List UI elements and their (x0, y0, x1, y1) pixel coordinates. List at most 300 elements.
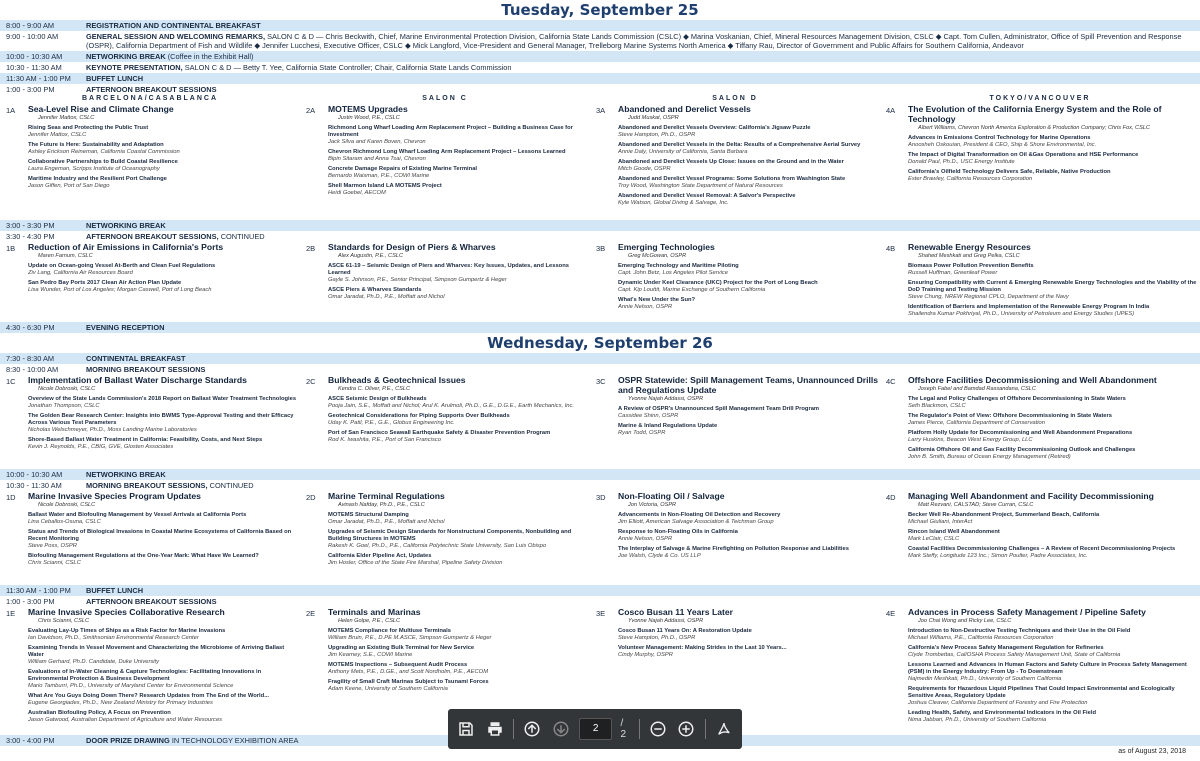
session-body (618, 375, 880, 437)
time-slot: 10:00 - 10:30 AM (6, 470, 63, 479)
presenter: Cindy Murphy, OSPR (618, 652, 673, 658)
presenter: Kevin J. Reynolds, P.E., CBIG, GVE, Glosten Associates (28, 444, 174, 450)
presentation-title: Examining Trends in Vessel Movement and Characterizing the Microbiome of Arriving Ballast Water (28, 645, 285, 658)
presentation (908, 447, 1200, 461)
session-column (590, 491, 880, 585)
next-page-icon[interactable] (550, 718, 570, 740)
time-slot: 10:30 - 11:30 AM (6, 481, 62, 490)
day-heading: Wednesday, September 26 (487, 334, 713, 352)
session-grid (0, 242, 1200, 322)
presenter: Mitch Goode, OSPR (618, 166, 671, 172)
moderator: Albert Williams, Chevron North America Exploration & Production Company; Chris Fox, CSLC (918, 125, 1150, 131)
presentation (908, 413, 1200, 427)
session-code: 3D (596, 493, 606, 502)
presentation (618, 297, 880, 311)
time-slot: 3:00 - 3:30 PM (6, 221, 55, 230)
session-column (300, 242, 590, 322)
session-column (590, 375, 880, 469)
moderator: Judd Muskat, OSPR (628, 115, 679, 121)
time-slot: 1:00 - 3:00 PM (6, 85, 55, 94)
moderator: Joseph Fabel and Bamdad Rassandana, CSLC (918, 386, 1036, 392)
presentation-title: MOTEMS Compliance for Multiuse Terminals (328, 628, 451, 634)
presenter: Omar Jaradat, Ph.D., P.E., Moffatt and Nichol (328, 519, 445, 525)
presenter: Donald Paul, Ph.D., USC Energy Institute (908, 159, 1015, 165)
presenter: Steve Hampton, Ph.D., OSPR (618, 132, 696, 138)
presenter: Eugene Georgiades, Ph.D., New Zealand Ministry for Primary Industries (28, 700, 213, 706)
presentation (328, 529, 590, 550)
schedule-row (0, 220, 1200, 231)
presenter: Jonathan Thompson, CSLC (28, 403, 100, 409)
schedule-description (86, 481, 1200, 490)
presenter: Capt. Kip Louttit, Marine Exchange of Southern California (618, 287, 766, 293)
session-title: Offshore Facilities Decommissioning and Well Abandonment (908, 375, 1157, 385)
presentation (28, 693, 300, 707)
presentation-title: Abandoned and Derelict Vessels in the Delta: Results of a Comprehensive Aerial Survey (618, 142, 861, 148)
schedule-description (86, 365, 1200, 374)
schedule-title: REGISTRATION AND CONTINENTAL BREAKFAST (86, 21, 261, 30)
presentation-title: The Legal and Policy Challenges of Offshore Decommissioning in State Waters (908, 396, 1126, 402)
zoom-in-icon[interactable] (676, 718, 696, 740)
presentation (328, 413, 590, 427)
schedule-description (86, 586, 1200, 595)
presentation-title: Volunteer Management: Making Strides in the Last 10 Years... (618, 645, 787, 651)
presenter: Kyle Watson, Global Diving & Salvage, Inc. (618, 200, 729, 206)
presenter: Najmedin Meshkati, Ph.D., University of Southern California (908, 676, 1062, 682)
schedule-row (0, 322, 1200, 333)
moderator: Helen Golpe, P.E., CSLC (338, 618, 401, 624)
session (596, 607, 880, 659)
session-code: 3A (596, 106, 606, 115)
presentation-title: Fragility of Small Craft Marinas Subject to Tsunami Forces (328, 679, 489, 685)
presenter: Lina Ceballos-Osuna, CSLC (28, 519, 101, 525)
day-heading: Tuesday, September 25 (501, 1, 699, 19)
moderator: Alex Augustin, P.E., CSLC (338, 253, 403, 259)
page-number-input[interactable]: 2 (579, 718, 613, 740)
presenter: Annie Daly, University of California, Santa Barbara (618, 149, 748, 155)
session-column (0, 491, 300, 585)
presentation (328, 149, 590, 163)
presentation (618, 529, 880, 543)
schedule-description (86, 221, 1200, 230)
moderator: Kendra C. Oliver, P.E., CSLC (338, 386, 411, 392)
room-header: BARCELONA/CASABLANCA (81, 95, 219, 102)
schedule-description (86, 21, 1200, 30)
presentation (618, 176, 880, 190)
session (6, 491, 300, 567)
presentation-title: Becker Well Re-Abandonment Project, Summerland Beach, California (908, 512, 1100, 518)
save-icon[interactable] (456, 718, 476, 740)
session (306, 607, 590, 693)
presentation (908, 263, 1200, 277)
presentation (28, 710, 300, 724)
presenter: Jim Kearney, S.E., COWI Marine (328, 652, 413, 658)
presenter: Pooja Jain, S.E., Moffatt and Nichol; Arul K. Arulmoli, Ph.D., G.E., D.G.E., Earth Mechanics, Inc. (328, 403, 575, 409)
session-column (880, 375, 1200, 469)
presenter: Michael Giuliani, InterAct (908, 519, 973, 525)
presentation-title: Abandoned and Derelict Vessels Up Close: Issues on the Ground and in the Water (618, 159, 844, 165)
presentation-title: Upgrading an Existing Bulk Terminal for New Service (328, 645, 475, 651)
moderator: Joo Chai Wong and Ricky Lee, CSLC (918, 618, 1012, 624)
time-slot: 4:30 - 6:30 PM (6, 323, 55, 332)
presentation-title: A Review of OSPR's Unannounced Spill Management Team Drill Program (618, 406, 820, 412)
time-slot: 8:30 - 10:00 AM (6, 365, 59, 374)
presentation-title: Introduction to Non-Destructive Testing Techniques and their Use in the Oil Field (908, 628, 1131, 634)
presenter: Lisa Wunder, Port of Los Angeles; Morgan Caswell, Port of Long Beach (28, 287, 212, 293)
moderator: Yvonne Najah Addassi, OSPR (628, 396, 704, 402)
presenter: Steve Poss, OSPR (28, 543, 77, 549)
schedule-note: (Coffee in the Exhibit Hall) (165, 52, 254, 61)
presenter: Omar Jaradat, Ph.D., P.E., Moffatt and Nichol (328, 294, 445, 300)
session-title: Reduction of Air Emissions in California's Ports (28, 242, 224, 252)
presenter: Jim Elliott, American Salvage Association & Teichman Group (618, 519, 774, 525)
presenter: William Gerhard, Ph.D. Candidate, Duke University (28, 659, 160, 665)
presentation-title: Shore-Based Ballast Water Treatment in California: Feasibility, Costs, and Next Steps (28, 437, 263, 443)
acrobat-icon[interactable] (714, 718, 734, 740)
session-title: Emerging Technologies (618, 242, 715, 252)
presenter: Mark LeClair, CSLC (908, 536, 960, 542)
presentation-title: Evaluating Lay-Up Times of Ships as a Risk Factor for Marine Invasions (28, 628, 226, 634)
schedule-note: IN TECHNOLOGY EXHIBITION AREA (169, 736, 299, 745)
presentation (618, 159, 880, 173)
session-code: 2B (306, 244, 316, 253)
time-slot: 1:00 - 3:00 PM (6, 597, 55, 606)
toolbar-divider (639, 719, 640, 739)
presenter: Laura Engeman, Scripps Institute of Oceanography (28, 166, 160, 172)
session-code: 1C (6, 377, 16, 386)
presentation (28, 413, 300, 434)
schedule-row (0, 84, 1200, 95)
session (6, 607, 300, 724)
presentation-title: Concrete Damage Repairs of Existing Marine Terminal (328, 166, 478, 172)
presenter: Clyde Trombettas, Cal/OSHA Process Safety Management Unit, State of California (908, 652, 1121, 658)
presenter: Heidi Goebel, AECOM (328, 190, 386, 196)
session-grid (0, 104, 1200, 220)
schedule-note: SALON C & D — Betty T. Yee, California State Controller; Chair, California State Lands Commission (182, 63, 512, 72)
presentation-title: MOTEMS Inspections – Subsequent Audit Process (328, 662, 468, 668)
schedule-title: NETWORKING BREAK (86, 221, 166, 230)
presenter: Ryan Todd, OSPR (618, 430, 666, 436)
presentation-title: The Golden Bear Research Center: Insights into BWMS Type-Approval Testing and their Efficacy Across Various Test Parameters (28, 413, 294, 426)
presenter: Annie Nelson, OSPR (618, 536, 673, 542)
session-code: 1A (6, 106, 16, 115)
session (596, 375, 880, 437)
session-body (328, 375, 590, 444)
session (306, 104, 590, 197)
schedule-rows (0, 585, 1200, 607)
session (306, 375, 590, 444)
session (596, 104, 880, 207)
presentation (618, 142, 880, 156)
presentation (908, 396, 1200, 410)
moderator: Yvonne Najah Addassi, OSPR (628, 618, 704, 624)
schedule-note: CONTINUED (207, 481, 254, 490)
session-body (618, 242, 880, 311)
presentation (328, 287, 590, 301)
session-code: 4D (886, 493, 896, 502)
presentation-title: Leading Health, Safety, and Environmental Indicators in the Oil Field (908, 710, 1096, 716)
moderator: Avinash Nafday, Ph.D., P.E., CSLC (338, 502, 425, 508)
presentation (908, 662, 1200, 683)
schedule-description (86, 597, 1200, 606)
presentation-title: Dynamic Under Keel Clearance (UKC) Project for the Port of Long Beach (618, 280, 818, 286)
presentation (908, 152, 1200, 166)
schedule-description (86, 52, 1200, 61)
session-title: Terminals and Marinas (328, 607, 421, 617)
schedule-title: AFTERNOON BREAKOUT SESSIONS (86, 597, 217, 606)
session-column (0, 375, 300, 469)
session-body (908, 375, 1200, 461)
schedule-title: DOOR PRIZE DRAWING (86, 736, 170, 745)
room-header: SALON C (422, 95, 468, 102)
presenter: Mark Steffy, Longitude 123 Inc.; Simon Poulter, Padre Associates, Inc. (908, 553, 1088, 559)
presenter: Nima Jabbari, Ph.D., University of Southern California (908, 717, 1047, 723)
session-code: 2C (306, 377, 316, 386)
schedule-note: CONTINUED (218, 232, 265, 241)
moderator: Nicole Dobroski, CSLC (38, 502, 96, 508)
session-title: Marine Invasive Species Collaborative Research (28, 607, 225, 617)
time-slot: 11:30 AM - 1:00 PM (6, 74, 71, 83)
presentation (28, 159, 300, 173)
presentation (28, 645, 300, 666)
session-title: Abandoned and Derelict Vessels (618, 104, 751, 114)
presenter: Bernardo Waisman, P.E., COWI Marine (328, 173, 430, 179)
presentation (618, 628, 880, 642)
session-title: Implementation of Ballast Water Discharge Standards (28, 375, 247, 385)
print-icon[interactable] (484, 718, 504, 740)
session-title: Non-Floating Oil / Salvage (618, 491, 725, 501)
session-code: 4B (886, 244, 896, 253)
presentation-title: California's New Process Safety Management Regulation for Refineries (908, 645, 1104, 651)
session-code: 1E (6, 609, 16, 618)
presentation-title: Port of San Francisco Seawall Earthquake Safety & Disaster Prevention Program (328, 430, 551, 436)
presentation-title: Emerging Technology and Maritime Piloting (618, 263, 739, 269)
session (596, 491, 880, 560)
presenter: Larry Huskins, Beacon West Energy Group, LLC (908, 437, 1033, 443)
presenter: Jennifer Mattox, CSLC (28, 132, 87, 138)
session (6, 242, 300, 294)
presentation-title: The Impact of Digital Transformation on Oil &Gas Operations and HSE Performance (908, 152, 1139, 158)
presenter: John B. Smith, Bureau of Ocean Energy Management (Retired) (908, 454, 1071, 460)
schedule-title: BUFFET LUNCH (86, 586, 144, 595)
presentation (328, 628, 590, 642)
session-column (590, 104, 880, 220)
presentation (908, 529, 1200, 543)
presentation (328, 430, 590, 444)
schedule-row (0, 20, 1200, 31)
presentation-title: San Pedro Bay Ports 2017 Clean Air Action Plan Update (28, 280, 182, 286)
room-header: SALON D (712, 95, 758, 102)
presentation-title: Upgrades of Seismic Design Standards for Nonstructural Components, Nonbuilding and Building Structures in MOTEMS (328, 529, 572, 542)
presentation (28, 529, 300, 550)
presenter: Chris Scianni, CSLC (28, 560, 81, 566)
presentation (28, 512, 300, 526)
schedule-title: NETWORKING BREAK (86, 52, 166, 61)
schedule-row (0, 51, 1200, 62)
schedule-description (86, 74, 1200, 83)
schedule-row (0, 480, 1200, 491)
presentation-title: Maritime Industry and the Resilient Port Challenge (28, 176, 167, 182)
presentation-title: Abandoned and Derelict Vessel Removal: A Salvor's Perspective (618, 193, 796, 199)
session-title: OSPR Statewide: Spill Management Teams, Unannounced Drills and Regulations Update (618, 375, 879, 395)
presentation-title: Advancements in Non-Floating Oil Detection and Recovery (618, 512, 781, 518)
time-slot: 9:00 - 10:00 AM (6, 32, 59, 41)
page-total: / 2 (620, 718, 626, 740)
presentation (328, 263, 590, 284)
presentation-title: What Are You Guys Doing Down There? Research Updates from The End of the World... (28, 693, 270, 699)
presentation-title: ASCE Piers & Wharves Standards (328, 287, 422, 293)
schedule-note: SALON C & D — Chris Beckwith, Chief, Marine Environmental Protection Division, California State Lands Commission (CSLC) ◆ Marina Voskanian, Chief, Mineral Resources Management Division, CSLC ◆ Capt. Tom Cullen, Administrator, Office of Spill Prevention and Response (OSPR), California Department of Fish and Wildlife ◆ Jennifer Lucchesi, Executive Officer, CSLC ◆ Mick Langford, Vice-President and General Manager, Trelleborg Marine Systems North America ◆ Tiffany Rau, Director of Government and Public Affairs for Southern California, Andeavor (86, 32, 1182, 50)
moderator: Greg McGowan, OSPR (628, 253, 687, 259)
presentation (28, 628, 300, 642)
session-column (300, 491, 590, 585)
session (886, 104, 1200, 183)
schedule-description (86, 232, 1200, 241)
presentation (908, 710, 1200, 724)
session-title: Sea-Level Rise and Climate Change (28, 104, 174, 114)
presentation-title: Status and Trends of Biological Invasions in Coastal Marine Ecosystems of California Based on Recent Monitoring (28, 529, 292, 542)
previous-page-icon[interactable] (522, 718, 542, 740)
session-title: The Evolution of the California Energy System and the Role of Technology (908, 104, 1162, 124)
session-grid (0, 375, 1200, 469)
presentation (328, 679, 590, 693)
schedule-row (0, 596, 1200, 607)
presenter: Annie Nelson, OSPR (618, 304, 673, 310)
session (306, 242, 590, 301)
presenter: Nicholas Welschmeyer, Ph.D., Moss Landing Marine Laboratories (28, 427, 197, 433)
presentation (328, 166, 590, 180)
session-code: 4A (886, 106, 896, 115)
presentation (28, 553, 300, 567)
presentation (328, 125, 590, 146)
presenter: Seth Blackmon, CSLC (908, 403, 966, 409)
time-slot: 3:00 - 4:00 PM (6, 736, 55, 745)
session-title: MOTEMS Upgrades (328, 104, 408, 114)
presenter: Jack Silva and Karen Boven, Chevron (328, 139, 426, 145)
presentation-title: Rising Seas and Protecting the Public Trust (28, 125, 149, 131)
session (596, 242, 880, 311)
schedule-rows (0, 469, 1200, 491)
schedule-rows (0, 20, 1200, 95)
presentation (618, 193, 880, 207)
moderator: Jon Victoria, OSPR (628, 502, 677, 508)
presentation (28, 396, 300, 410)
session-body (28, 375, 300, 451)
schedule-row (0, 585, 1200, 596)
session-body (28, 242, 300, 294)
moderator: Jennifer Mattox, CSLC (38, 115, 95, 121)
presenter: Rod K. Iwashita, P.E., Port of San Francisco (328, 437, 441, 443)
zoom-out-icon[interactable] (648, 718, 668, 740)
presenter: Uday K. Patil, P.E., G.E., Globus Engineering Inc. (328, 420, 455, 426)
session-body (618, 607, 880, 659)
presentation-title: ASCE 61-19 – Seismic Design of Piers and Wharves: Key Issues, Updates, and Lessons Learned (328, 263, 569, 276)
schedule-description (86, 354, 1200, 363)
presentation (328, 512, 590, 526)
presenter: Ian Davidson, Ph.D., Smithsonian Environmental Research Center (28, 635, 199, 641)
presentation (618, 125, 880, 139)
session-column (0, 104, 300, 220)
schedule-row (0, 31, 1200, 51)
session-title: Marine Terminal Regulations (328, 491, 445, 501)
presentation-title: California Elder Pipeline Act, Updates (328, 553, 432, 559)
presentation (908, 512, 1200, 526)
presentation (908, 546, 1200, 560)
session-body (618, 491, 880, 560)
session-body (28, 104, 300, 190)
session-title: Bulkheads & Geotechnical Issues (328, 375, 466, 385)
presentation-title: MOTEMS Structural Damping (328, 512, 409, 518)
session (306, 491, 590, 567)
session-code: 4C (886, 377, 896, 386)
presentation-title: Chevron Richmond Long Wharf Loading Arm Replacement Project – Lessons Learned (328, 149, 566, 155)
session-code: 1B (6, 244, 16, 253)
schedule-row (0, 364, 1200, 375)
presenter: Jim Hosler, Office of the State Fire Marshal, Pipeline Safety Division (328, 560, 503, 566)
time-slot: 8:00 - 9:00 AM (6, 21, 55, 30)
session-body (908, 491, 1200, 560)
presenter: Jason Gatwood, Australian Department of Agriculture and Water Resources (28, 717, 223, 723)
session-column (0, 242, 300, 322)
presentation-title: Collaborative Partnerships to Build Coastal Resilience (28, 159, 178, 165)
presentation-title: Australian Biofouling Policy, A Focus on Prevention (28, 710, 171, 716)
time-slot: 10:00 - 10:30 AM (6, 52, 63, 61)
presentation (618, 263, 880, 277)
schedule-title: EVENING RECEPTION (86, 323, 165, 332)
presentation (908, 169, 1200, 183)
presenter: Mario Tamburri, Ph.D., University of Maryland Center for Environmental Science (28, 683, 234, 689)
session (886, 491, 1200, 560)
session-body (908, 104, 1200, 183)
moderator: Justin Wood, P.E., CSLC (338, 115, 400, 121)
presenter: Steve Hampton, Ph.D., OSPR (618, 635, 696, 641)
session-code: 1D (6, 493, 16, 502)
presentation (618, 546, 880, 560)
presentation-title: Ensuring Compatibility with Current & Emerging Renewable Energy Technologies and the Viability of the DoD Training and Testing Mission (908, 280, 1197, 293)
toolbar-divider (705, 719, 706, 739)
schedule-title: KEYNOTE PRESENTATION, (86, 63, 183, 72)
presentation (908, 686, 1200, 707)
presenter: Jason Giffen, Port of San Diego (28, 183, 110, 189)
presenter: James Pierce, California Department of Conservation (908, 420, 1045, 426)
schedule-row (0, 62, 1200, 73)
schedule-rows (0, 220, 1200, 242)
session-title: Standards for Design of Piers & Wharves (328, 242, 496, 252)
presentation-title: Richmond Long Wharf Loading Arm Replacement Project – Building a Business Case for Investment (328, 125, 573, 138)
presenter: Capt. John Betz, Los Angeles Pilot Service (618, 270, 728, 276)
schedule-title: NETWORKING BREAK (86, 470, 166, 479)
schedule-description (86, 323, 1200, 332)
presentation-title: Coastal Facilities Decommissioning Challenges – A Review of Recent Decommissioning Projects (908, 546, 1176, 552)
presenter: Ester Brawley, California Resources Corporation (908, 176, 1033, 182)
session-title: Managing Well Abandonment and Facility Decommissioning (908, 491, 1154, 501)
presentation (908, 645, 1200, 659)
presentation-title: Advances in Emissions Control Technology for Marine Operations (908, 135, 1091, 141)
presentation-title: Cosco Busan 11 Years On: A Restoration Update (618, 628, 752, 634)
session-body (328, 491, 590, 567)
presentation-title: Abandoned and Derelict Vessels Overview: California's Jigsaw Puzzle (618, 125, 811, 131)
session-column (880, 242, 1200, 322)
presentation-title: California's Oilfield Technology Delivers Safe, Reliable, Native Production (908, 169, 1111, 175)
moderator: Nicole Dobroski, CSLC (38, 386, 96, 392)
schedule-title: AFTERNOON BREAKOUT SESSIONS, (86, 232, 219, 241)
time-slot: 7:30 - 8:30 AM (6, 354, 55, 363)
presentation-title: Biomass Power Pollution Prevention Benefits (908, 263, 1034, 269)
room-headers (0, 95, 1200, 104)
presentation-title: Rincon Island Well Abandonment (908, 529, 1000, 535)
presentation-title: What's New Under the Sun? (618, 297, 696, 303)
session (6, 375, 300, 451)
schedule-rows (0, 353, 1200, 375)
